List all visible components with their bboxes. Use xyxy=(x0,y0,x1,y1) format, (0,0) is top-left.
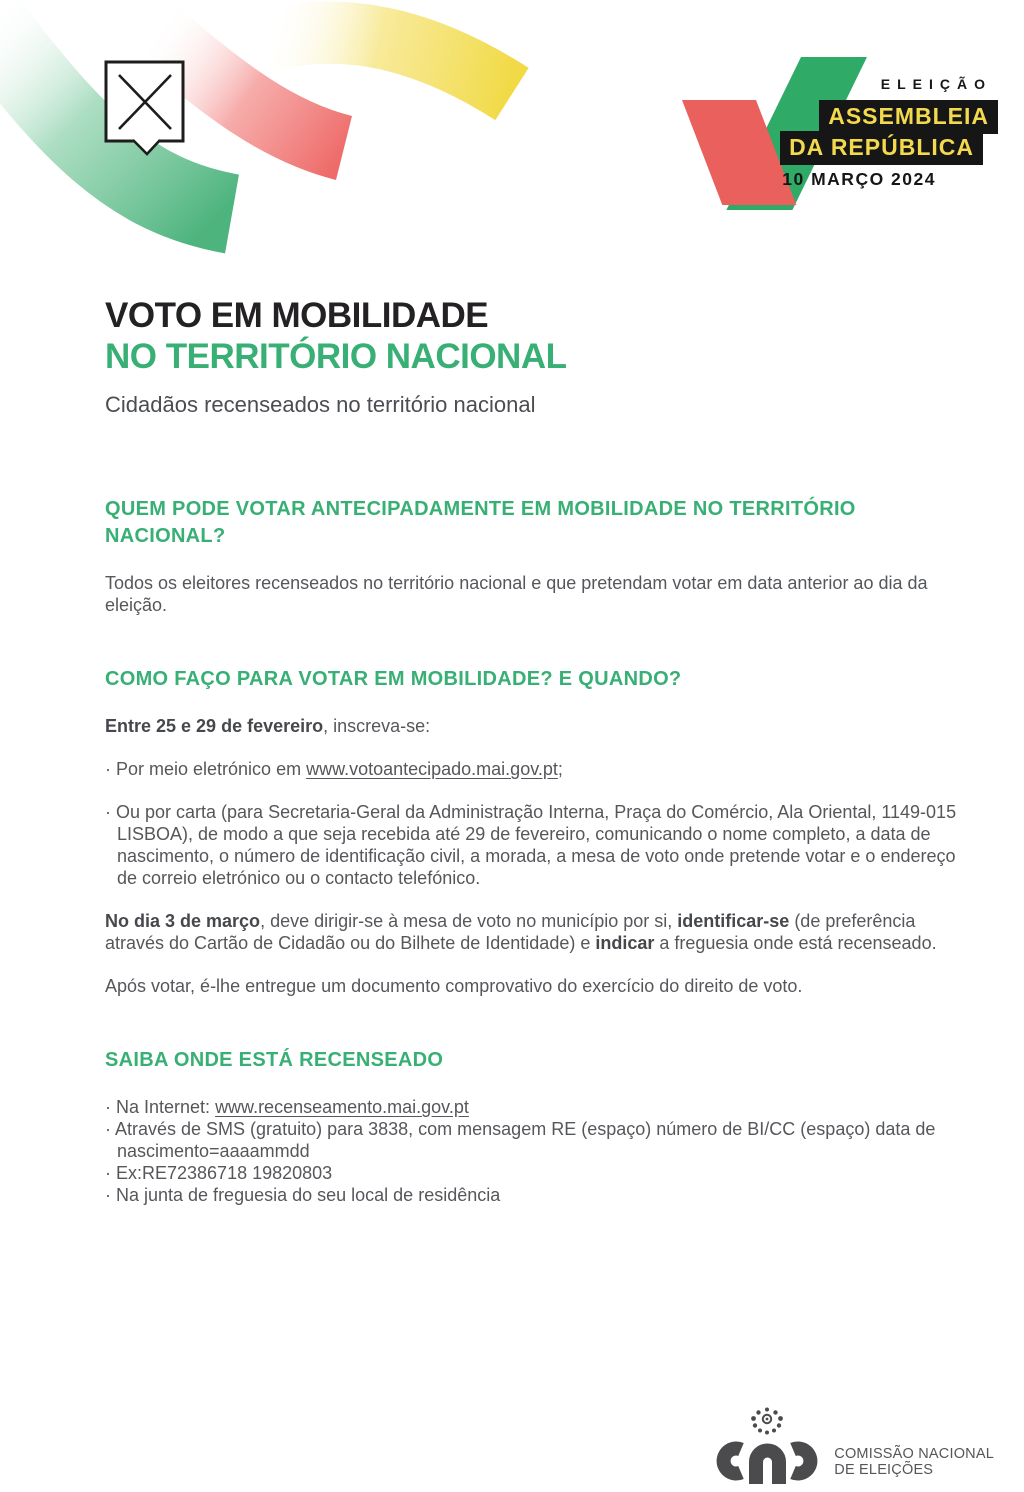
logo-title-line1: ASSEMBLEIA xyxy=(819,100,998,134)
logo-title-line2: DA REPÚBLICA xyxy=(780,131,983,165)
section-how-to-vote xyxy=(105,666,974,997)
page-subtitle: Cidadãos recenseados no território nacional xyxy=(105,391,536,417)
logo-eyebrow: ELEIÇÃO xyxy=(880,76,992,92)
section-how-heading: COMO FAÇO PARA VOTAR EM MOBILIDADE? E QUANDO? xyxy=(105,667,682,690)
after-vote-paragraph: Após votar, é-lhe entregue um documento comprovativo do exercício do direito de voto. xyxy=(105,975,803,996)
registration-period-rest: , inscreva-se: xyxy=(323,715,431,736)
cne-crest-icon xyxy=(745,1406,789,1436)
voting-day-indicate: indicar xyxy=(595,932,655,953)
voting-day-identify: identificar-se xyxy=(677,910,790,931)
bullet-mail-registration: · Ou por carta (para Secretaria-Geral da Administração Interna, Praça do Comércio, Ala Oriental, 1149-015 LISBOA), de modo a que seja recebida até 29 de fevereiro, comunicando o nome completo, a data de nascimento, o número de identificação civil, a morada, a mesa de voto onde pretende votar e o endereço de correio eletrónico ou o contacto telefónico. xyxy=(105,801,957,888)
voting-day-text1: , deve dirigir-se à mesa de voto no município por si, xyxy=(260,910,678,931)
section-who-can-vote xyxy=(105,496,974,616)
voting-day-date: No dia 3 de março xyxy=(105,910,261,931)
bullet-online-suffix: ; xyxy=(557,758,563,779)
section-where-heading: SAIBA ONDE ESTÁ RECENSEADO xyxy=(105,1048,444,1071)
section-who-body: Todos os eleitores recenseados no território nacional e que pretendam votar em data anterior ao dia da eleição. xyxy=(105,572,928,615)
section-where-registered xyxy=(105,1047,974,1206)
cne-org-name xyxy=(834,1446,994,1484)
voting-day-text3: a freguesia onde está recenseado. xyxy=(654,932,937,953)
logo-election-date: 10 MARÇO 2024 xyxy=(782,169,936,189)
voting-day-paragraph xyxy=(105,910,974,954)
bullet-online-registration xyxy=(105,758,974,780)
registration-period-dates: Entre 25 e 29 de fevereiro xyxy=(105,715,324,736)
cne-footer xyxy=(712,1406,994,1484)
page-title xyxy=(105,296,974,378)
voto-antecipado-link[interactable]: www.votoantecipado.mai.gov.pt xyxy=(306,758,558,779)
bullet-internet xyxy=(105,1096,974,1118)
bullet-sms-example: · Ex:RE72386718 19820803 xyxy=(105,1162,333,1183)
cne-letters-icon xyxy=(712,1438,822,1484)
page-title-line2: NO TERRITÓRIO NACIONAL xyxy=(105,336,567,376)
bullet-sms: · Através de SMS (gratuito) para 3838, com mensagem RE (espaço) número de BI/CC (espaço) data de nascimento=aaaammdd xyxy=(105,1118,936,1161)
bullet-online-prefix: · Por meio eletrónico em xyxy=(105,758,307,779)
registration-period-paragraph xyxy=(105,715,974,737)
page-title-line1: VOTO EM MOBILIDADE xyxy=(105,296,489,335)
voting-day-text2: (de preferência através do Cartão de Cidadão ou do Bilhete de Identidade) e xyxy=(105,910,916,953)
cne-org-line2: DE ELEIÇÕES xyxy=(834,1462,934,1479)
bullet-parish: · Na junta de freguesia do seu local de residência xyxy=(105,1184,501,1205)
section-who-heading: QUEM PODE VOTAR ANTECIPADAMENTE EM MOBILIDADE NO TERRITÓRIO NACIONAL? xyxy=(105,497,856,547)
cne-org-line1: COMISSÃO NACIONAL xyxy=(834,1445,994,1462)
recenseamento-link[interactable]: www.recenseamento.mai.gov.pt xyxy=(215,1096,469,1117)
bullet-internet-prefix: · Na Internet: xyxy=(105,1096,216,1117)
cne-logo xyxy=(712,1406,822,1484)
